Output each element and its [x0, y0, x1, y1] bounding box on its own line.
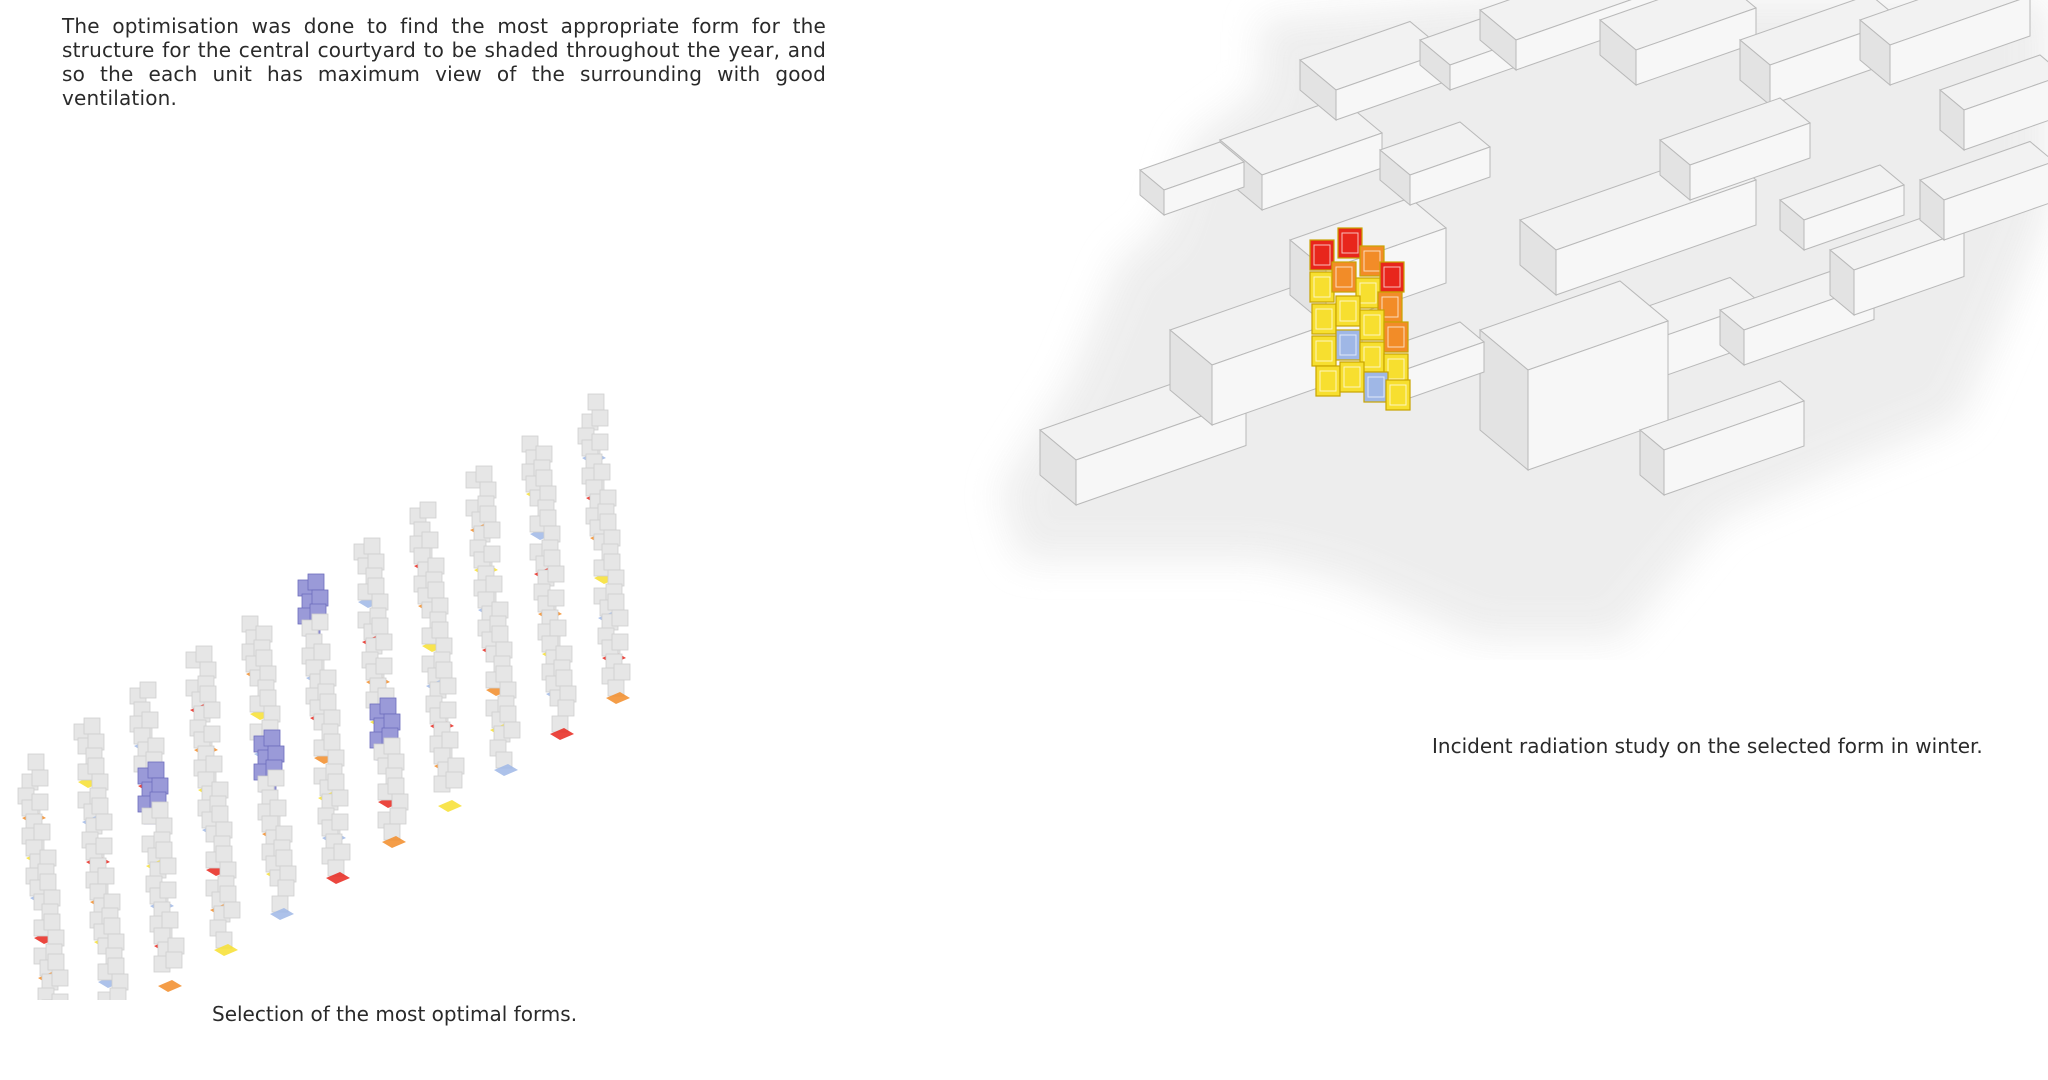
form-cube — [496, 666, 512, 682]
radiation-cell — [1380, 262, 1404, 292]
form-cube — [108, 958, 124, 974]
form-cube — [34, 824, 50, 840]
forms-selection-caption: Selection of the most optimal forms. — [212, 1002, 578, 1026]
form-cube — [486, 576, 502, 592]
form-cube — [156, 842, 172, 858]
form-cube — [496, 642, 512, 658]
form-cube — [220, 886, 236, 902]
form-cube — [142, 712, 158, 728]
form-cube — [320, 670, 336, 686]
form-cube — [90, 884, 106, 900]
form-cube — [268, 770, 284, 786]
form-cube — [92, 798, 108, 814]
form-cube — [160, 882, 176, 898]
form-cube — [550, 620, 566, 636]
form-cube — [500, 682, 516, 698]
form-cube — [384, 714, 400, 730]
intro-paragraph: The optimisation was done to find the most appropriate form for the structure for the central courtyard to be shaded throughout the year, and so the each unit has maximum view of the surrounding with good ventilation. — [62, 14, 826, 110]
form-cube — [104, 918, 120, 934]
form-cube — [446, 772, 462, 788]
form-cube — [44, 914, 60, 930]
form-cube — [536, 470, 552, 486]
form-cube — [32, 770, 48, 786]
form-cube — [372, 594, 388, 610]
form-cube — [608, 594, 624, 610]
form-cube — [542, 636, 558, 652]
form-cube — [592, 410, 608, 426]
form-cube — [166, 952, 182, 968]
city-context-model — [960, 0, 2048, 660]
radiation-cell — [1340, 362, 1364, 392]
form-cube — [308, 574, 324, 590]
iteration-form — [434, 748, 464, 812]
form-cube — [206, 756, 222, 772]
form-cube — [278, 880, 294, 896]
form-cube — [592, 434, 608, 450]
form-cube — [388, 778, 404, 794]
radiation-cell — [1384, 322, 1408, 352]
form-cube — [440, 678, 456, 694]
form-cube — [204, 702, 220, 718]
radiation-cell — [1312, 336, 1336, 366]
form-cube — [392, 794, 408, 810]
form-cube — [52, 994, 68, 1000]
radiation-cell — [1386, 380, 1410, 410]
form-cube — [280, 866, 296, 882]
form-cube — [314, 644, 330, 660]
form-cube — [28, 754, 44, 770]
form-cube — [376, 658, 392, 674]
form-cube — [328, 774, 344, 790]
form-cube — [594, 464, 610, 480]
iteration-form — [602, 634, 630, 704]
form-cube — [364, 538, 380, 554]
form-cube — [540, 510, 556, 526]
form-cube — [332, 790, 348, 806]
form-cube — [84, 718, 100, 734]
form-cube — [432, 622, 448, 638]
form-cube — [220, 862, 236, 878]
form-cube — [448, 758, 464, 774]
form-cube — [96, 838, 112, 854]
form-cube — [612, 610, 628, 626]
form-cube — [558, 700, 574, 716]
radiation-footprint — [438, 800, 462, 812]
form-cube — [436, 638, 452, 654]
form-cube — [140, 682, 156, 698]
radiation-cell — [1310, 240, 1334, 270]
form-cube — [110, 988, 126, 1000]
iteration-forms-layer — [18, 394, 630, 1000]
form-cube — [104, 894, 120, 910]
form-cube — [264, 706, 280, 722]
form-cube — [388, 754, 404, 770]
form-cube — [48, 930, 64, 946]
iteration-form — [322, 814, 350, 884]
form-cube — [96, 814, 112, 830]
form-cube — [152, 778, 168, 794]
form-cube — [40, 874, 56, 890]
iteration-form — [98, 958, 128, 1000]
form-cube — [52, 970, 68, 986]
form-cube — [256, 626, 272, 642]
form-cube — [556, 670, 572, 686]
form-cube — [548, 590, 564, 606]
form-cube — [40, 850, 56, 866]
radiation-cell — [1338, 228, 1362, 258]
form-cube — [556, 646, 572, 662]
radiation-footprint — [158, 980, 182, 992]
iteration-form — [378, 778, 408, 848]
iteration-form — [546, 670, 576, 740]
form-cube — [324, 710, 340, 726]
form-cube — [196, 646, 212, 662]
form-cube — [88, 734, 104, 750]
form-cube — [216, 822, 232, 838]
form-cube — [148, 762, 164, 778]
form-cube — [476, 466, 492, 482]
form-cube — [432, 598, 448, 614]
form-cube — [48, 954, 64, 970]
form-cube — [324, 734, 340, 750]
form-cube — [384, 738, 400, 754]
form-cube — [560, 686, 576, 702]
form-cube — [312, 614, 328, 630]
radiation-cell — [1312, 304, 1336, 334]
form-cube — [152, 802, 168, 818]
radiation-cell — [1364, 372, 1388, 402]
form-cube — [256, 650, 272, 666]
form-cube — [320, 694, 336, 710]
form-cube — [428, 582, 444, 598]
form-cube — [212, 806, 228, 822]
radiation-cell — [1336, 330, 1360, 360]
form-cube — [98, 868, 114, 884]
form-cube — [504, 722, 520, 738]
form-cube — [212, 782, 228, 798]
form-cube — [204, 726, 220, 742]
form-cube — [162, 912, 178, 928]
form-cube — [484, 522, 500, 538]
form-cube — [38, 988, 54, 1000]
form-cube — [380, 698, 396, 714]
form-cube — [422, 532, 438, 548]
form-cube — [224, 902, 240, 918]
form-cube — [372, 618, 388, 634]
radiation-cell — [1336, 296, 1360, 326]
form-cube — [600, 514, 616, 530]
form-cube — [88, 758, 104, 774]
form-cube — [216, 846, 232, 862]
form-cube — [436, 662, 452, 678]
form-cube — [608, 570, 624, 586]
form-cube — [268, 746, 284, 762]
form-cube — [544, 526, 560, 542]
radiation-cell — [1310, 272, 1334, 302]
radiation-study-caption: Incident radiation study on the selected form in winter. — [1432, 734, 1983, 758]
form-cube — [200, 686, 216, 702]
form-cube — [264, 730, 280, 746]
form-cube — [334, 844, 350, 860]
form-cube — [270, 800, 286, 816]
form-cube — [588, 394, 604, 410]
form-cube — [328, 750, 344, 766]
form-cube — [112, 974, 128, 990]
form-cube — [604, 530, 620, 546]
form-cube — [500, 706, 516, 722]
form-cube — [442, 732, 458, 748]
iteration-grid — [0, 390, 960, 1000]
form-cube — [160, 858, 176, 874]
form-cube — [260, 666, 276, 682]
iteration-form — [266, 850, 296, 920]
form-cube — [260, 690, 276, 706]
form-cube — [32, 794, 48, 810]
form-cube — [492, 602, 508, 618]
form-cube — [440, 702, 456, 718]
form-cube — [92, 774, 108, 790]
form-cube — [148, 738, 164, 754]
form-cube — [44, 890, 60, 906]
form-cube — [612, 634, 628, 650]
form-cube — [376, 634, 392, 650]
form-cube — [420, 502, 436, 518]
radiation-cell — [1332, 262, 1356, 292]
form-cube — [492, 626, 508, 642]
form-cube — [614, 664, 630, 680]
radiation-cell — [1316, 366, 1340, 396]
form-cube — [156, 818, 172, 834]
form-cube — [26, 840, 42, 856]
form-cube — [368, 554, 384, 570]
form-cube — [548, 566, 564, 582]
radiation-cell — [1360, 310, 1384, 340]
form-cube — [332, 814, 348, 830]
form-cube — [484, 546, 500, 562]
form-cube — [604, 554, 620, 570]
form-cube — [390, 808, 406, 824]
form-cube — [168, 938, 184, 954]
iteration-form — [154, 928, 184, 992]
form-cube — [108, 934, 124, 950]
form-cube — [428, 558, 444, 574]
form-cube — [312, 590, 328, 606]
form-cube — [480, 506, 496, 522]
form-cube — [276, 850, 292, 866]
form-cube — [368, 578, 384, 594]
form-cube — [200, 662, 216, 678]
form-cube — [544, 550, 560, 566]
form-cube — [276, 826, 292, 842]
